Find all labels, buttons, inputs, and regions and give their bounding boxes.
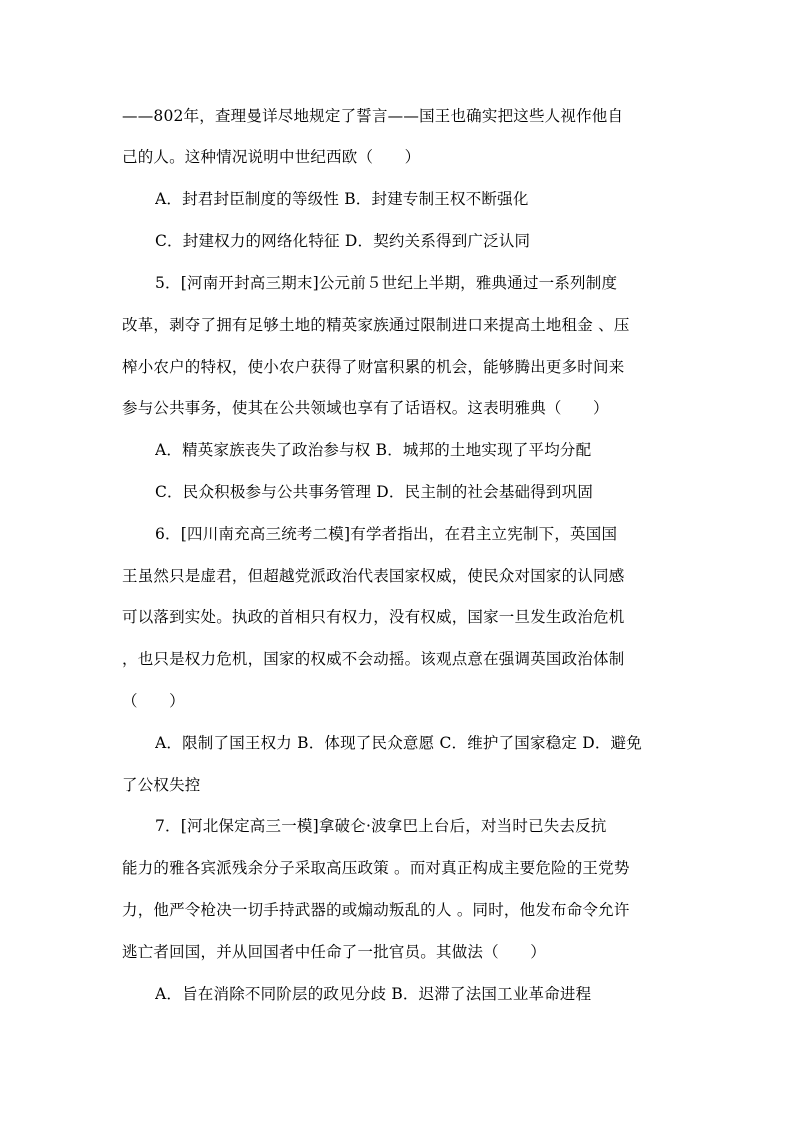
option-line: C．封建权力的网络化特征 D．契约关系得到广泛认同: [155, 232, 531, 250]
option-line: A．限制了国王权力 B．体现了民众意愿 C．维护了国家稳定 D．避免: [155, 734, 642, 752]
text-line: 参与公共事务，使其在公共领域也享有了话语权。这表明雅典（ ）: [122, 399, 609, 417]
question-6-start: 6．[四川南充高三统考二模]有学者指出，在君主立宪制下，英国国: [155, 525, 618, 543]
text-line: 己的人。这种情况说明中世纪西欧（ ）: [122, 148, 421, 166]
text-line: 王虽然只是虚君，但超越党派政治代表国家权威，使民众对国家的认同感: [122, 567, 625, 585]
option-line: A．封君封臣制度的等级性 B．封建专制王权不断强化: [155, 190, 529, 208]
option-line: A．精英家族丧失了政治参与权 B．城邦的土地实现了平均分配: [155, 441, 592, 459]
text-line: 力，他严令枪决一切手持武器的或煽动叛乱的人 。同时，他发布命令允许: [122, 901, 630, 919]
question-5-start: 5．[河南开封高三期末]公元前５世纪上半期，雅典通过一系列制度: [155, 274, 618, 292]
text-line: 能力的雅各宾派残余分子采取高压政策 。而对真正构成主要危险的王党势: [122, 859, 630, 877]
text-line: （ ）: [122, 692, 185, 710]
option-line: C．民众积极参与公共事务管理 D．民主制的社会基础得到巩固: [155, 483, 594, 501]
question-7-start: 7．[河北保定高三一模]拿破仑·波拿巴上台后，对当时已失去反抗: [155, 817, 607, 835]
text-line: 逃亡者回国，并从回国者中任命了一批官员。其做法（ ）: [122, 943, 546, 961]
text-line: 了公权失控: [122, 776, 201, 794]
text-line: 改革，剥夺了拥有足够土地的精英家族通过限制进口来提高土地租金 、压: [122, 316, 630, 334]
text-line: 可以落到实处。执政的首相只有权力，没有权威，国家一旦发生政治危机: [122, 608, 625, 626]
option-line: A．旨在消除不同阶层的政见分歧 B．迟滞了法国工业革命进程: [155, 985, 592, 1003]
text-line: 榨小农户的特权，使小农户获得了财富积累的机会，能够腾出更多时间来: [122, 358, 625, 376]
text-line: ——802年，查理曼详尽地规定了誓言——国王也确实把这些人视作他自: [122, 107, 624, 125]
text-line: ，也只是权力危机，国家的权威不会动摇。该观点意在强调英国政治体制: [122, 650, 625, 668]
